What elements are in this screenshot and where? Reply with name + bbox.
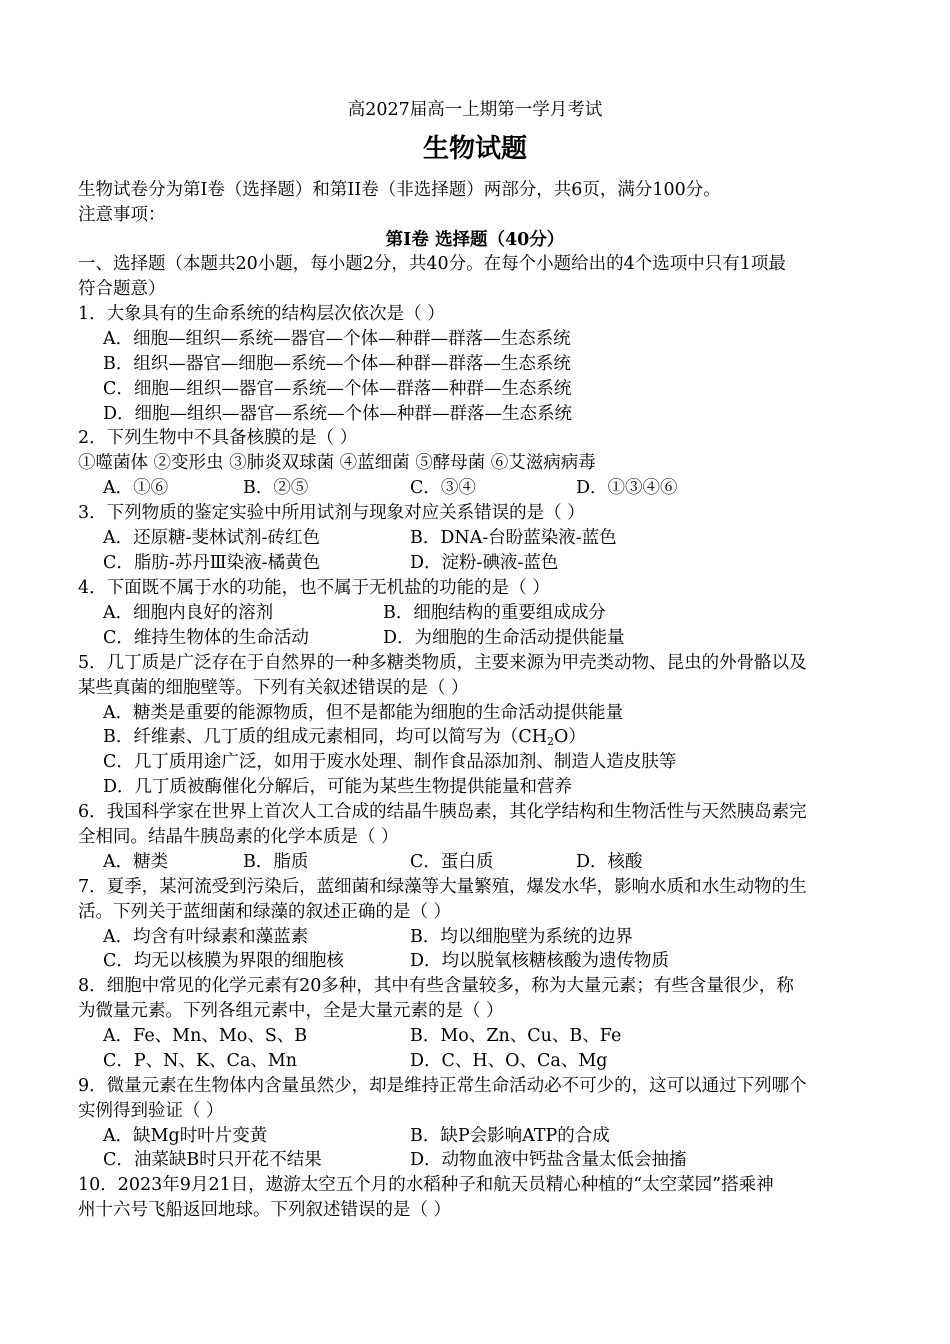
q1-option-b: B．组织—器官—细胞—系统—个体—种群—群落—生态系统 <box>103 354 571 374</box>
formula-tail: O） <box>554 727 586 747</box>
question-10-stem-cont: 州十六号飞船返回地球。下列叙述错误的是（ ） <box>78 1200 452 1220</box>
q3-option-b: B．DNA-台盼蓝染液-蓝色 <box>410 528 617 548</box>
q5-option-a: A．糖类是重要的能源物质，但不是都能为细胞的生命活动提供能量 <box>103 703 624 723</box>
exam-subtitle: 高2027届高一上期第一学月考试 <box>347 100 603 120</box>
q1-option-d: D．细胞—组织—器官—系统—个体—种群—群落—生态系统 <box>103 404 573 424</box>
q6-option-a: A．糖类 <box>103 852 169 872</box>
question-5-stem-cont: 某些真菌的细胞壁等。下列有关叙述错误的是（ ） <box>78 678 469 698</box>
q4-option-b: B．细胞结构的重要组成成分 <box>383 603 606 623</box>
question-8-stem-cont: 为微量元素。下列各组元素中，全是大量元素的是（ ） <box>78 1001 504 1021</box>
q7-option-c: C．均无以核膜为界限的细胞核 <box>103 951 344 971</box>
question-5-stem: 5．几丁质是广泛存在于自然界的一种多糖类物质，主要来源为甲壳类动物、昆虫的外骨骼以及 <box>78 653 807 673</box>
q5-option-b <box>103 725 586 749</box>
q8-option-d: D．C、H、O、Ca、Mg <box>410 1051 608 1071</box>
q2-option-d: D．①③④⑥ <box>576 478 678 498</box>
question-1-stem: 1．大象具有的生命系统的结构层次依次是（ ） <box>78 304 445 324</box>
formula-subscript: 2 <box>547 735 555 748</box>
question-7-stem: 7．夏季，某河流受到污染后，蓝细菌和绿藻等大量繁殖，爆发水华，影响水质和水生动物的生 <box>78 877 807 897</box>
q7-option-b: B．均以细胞壁为系统的边界 <box>410 927 633 947</box>
q1-option-a: A．细胞—组织—系统—器官—个体—种群—群落—生态系统 <box>103 329 571 349</box>
q9-option-d: D．动物血液中钙盐含量太低会抽搐 <box>410 1150 687 1170</box>
question-2-stem: 2．下列生物中不具备核膜的是（ ） <box>78 428 358 448</box>
question-10-stem: 10．2023年9月21日，遨游太空五个月的水稻种子和航天员精心种植的“太空菜园”搭乘神 <box>78 1175 774 1195</box>
q2-option-c: C．③④ <box>410 478 476 498</box>
q4-option-a: A．细胞内良好的溶剂 <box>103 603 274 623</box>
q9-option-b: B．缺P会影响ATP的合成 <box>410 1126 610 1146</box>
q5-option-d: D．几丁质被酶催化分解后，可能为某些生物提供能量和营养 <box>103 777 573 797</box>
q7-option-d: D．均以脱氧核糖核酸为遗传物质 <box>410 951 670 971</box>
section-instruction: 一、选择题（本题共20小题，每小题2分，共40分。在每个小题给出的4个选项中只有1项最 <box>78 254 786 274</box>
question-6-stem: 6．我国科学家在世界上首次人工合成的结晶牛胰岛素，其化学结构和生物活性与天然胰岛素完 <box>78 802 807 822</box>
question-9-stem-cont: 实例得到验证（ ） <box>78 1101 224 1121</box>
q5-option-b-text: B．纤维素、几丁质的组成元素相同，均可以简写为（CH <box>103 727 548 747</box>
q8-option-b: B．Mo、Zn、Cu、B、Fe <box>410 1026 622 1046</box>
question-8-stem: 8．细胞中常见的化学元素有20多种，其中有些含量较多，称为大量元素；有些含量很少，称 <box>78 976 794 996</box>
q6-option-c: C．蛋白质 <box>410 852 494 872</box>
q3-option-c: C．脂肪-苏丹Ⅲ染液-橘黄色 <box>103 553 321 573</box>
q3-option-d: D．淀粉-碘液-蓝色 <box>410 553 559 573</box>
question-2-items: ①噬菌体 ②变形虫 ③肺炎双球菌 ④蓝细菌 ⑤酵母菌 ⑥艾滋病病毒 <box>78 453 596 473</box>
q6-option-d: D．核酸 <box>576 852 643 872</box>
exam-title: 生物试题 <box>422 134 527 164</box>
q1-option-c: C．细胞—组织—器官—系统—个体—群落—种群—生态系统 <box>103 379 572 399</box>
q7-option-a: A．均含有叶绿素和藻蓝素 <box>103 927 309 947</box>
q8-option-c: C．P、N、K、Ca、Mn <box>103 1051 298 1071</box>
q9-option-c: C．油菜缺B时只开花不结果 <box>103 1150 322 1170</box>
q9-option-a: A．缺Mg时叶片变黄 <box>103 1126 268 1146</box>
q2-option-b: B．②⑤ <box>243 478 309 498</box>
question-4-stem: 4．下面既不属于水的功能，也不属于无机盐的功能的是（ ） <box>78 578 550 598</box>
question-6-stem-cont: 全相同。结晶牛胰岛素的化学本质是（ ） <box>78 827 399 847</box>
q5-option-c: C．几丁质用途广泛，如用于废水处理、制作食品添加剂、制造人造皮肤等 <box>103 752 677 772</box>
question-9-stem: 9．微量元素在生物体内含量虽然少，却是维持正常生命活动必不可少的，这可以通过下列哪个 <box>78 1076 807 1096</box>
question-7-stem-cont: 活。下列关于蓝细菌和绿藻的叙述正确的是（ ） <box>78 902 452 922</box>
q4-option-c: C．维持生物体的生命活动 <box>103 628 309 648</box>
section-title: 第I卷 选择题（40分） <box>385 230 565 250</box>
q8-option-a: A．Fe、Mn、Mo、S、B <box>103 1026 308 1046</box>
question-3-stem: 3．下列物质的鉴定实验中所用试剂与现象对应关系错误的是（ ） <box>78 503 585 523</box>
q3-option-a: A．还原糖-斐林试剂-砖红色 <box>103 528 320 548</box>
q6-option-b: B．脂质 <box>243 852 309 872</box>
notice-heading: 注意事项： <box>78 205 166 225</box>
exam-intro: 生物试卷分为第I卷（选择题）和第II卷（非选择题）两部分，共6页，满分100分。 <box>78 180 721 200</box>
q2-option-a: A．①⑥ <box>103 478 169 498</box>
section-instruction-cont: 符合题意） <box>78 279 166 299</box>
q4-option-d: D．为细胞的生命活动提供能量 <box>383 628 625 648</box>
